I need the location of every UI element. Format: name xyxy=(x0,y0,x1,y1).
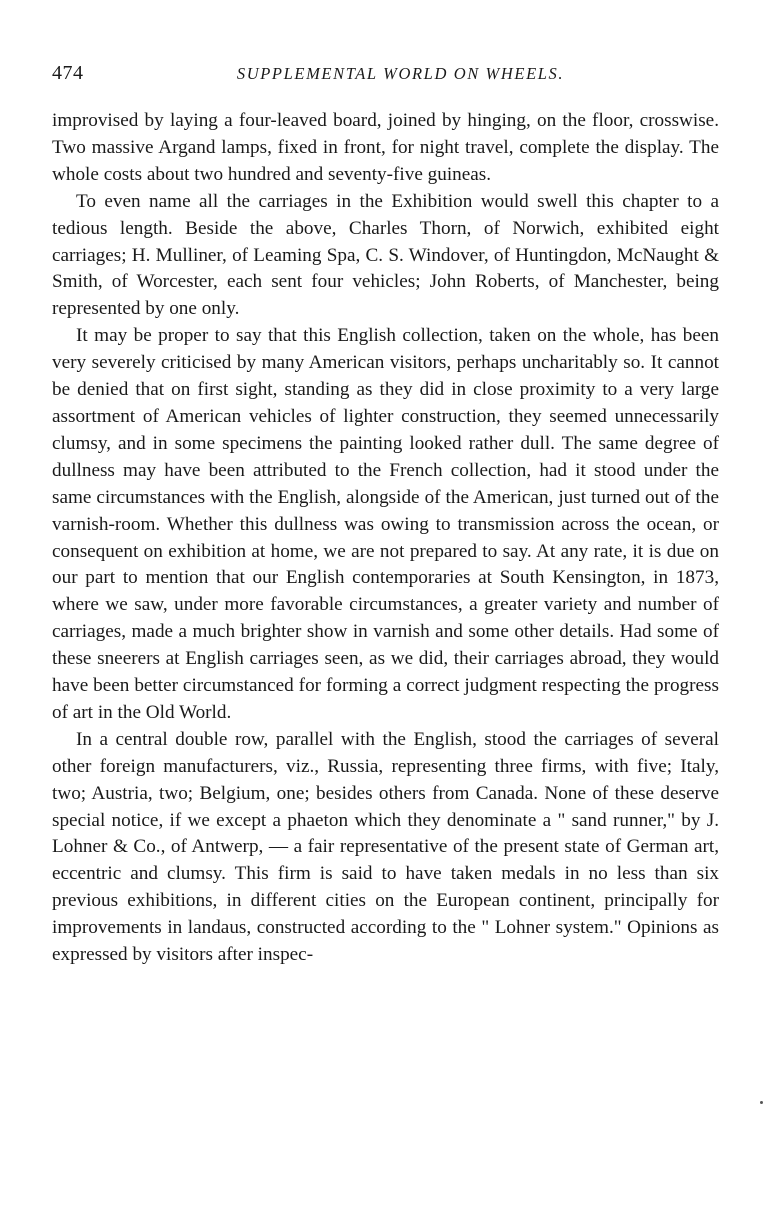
body-text xyxy=(52,108,719,969)
paragraph-foreign-manufacturers: In a central double row, parallel with the English, stood the carriages of several other foreign manufacturers, viz., Russia, representing three firms, with five; Italy, two; Austria, two; Belgium, one; besides others from Canada. None of these deserve special notice, if we except a phaeton which they denominate a " sand runner," by J. Lohner & Co., of Antwerp, — a fair representative of the present state of German art, eccentric and clumsy. This firm is said to have taken medals in no less than six previous exhibitions, in different cities on the European continent, principally for improvements in landaus, constructed according to the " Lohner system." Opinions as expressed by visitors after inspec- xyxy=(52,728,719,966)
paragraph-english-collection: It may be proper to say that this English collection, taken on the whole, has been very severely criticised by many American visitors, perhaps uncharitably so. It cannot be denied that on first sight, standing as they did in close proximity to a very large assortment of American vehicles of lighter construction, they seemed unnecessarily clumsy, and in some specimens the painting looked rather dull. The same degree of dullness may have been attributed to the French collection, had it stood under the same circumstances with the English, alongside of the American, just turned out of the varnish-room. Whether this dullness was owing to transmission across the ocean, or consequent on exhibition at home, we are not prepared to say. At any rate, it is due on our part to mention that our English contemporaries at South Kensington, in 1873, where we saw, under more favorable circumstances, a greater variety and number of carriages, made a much brighter show in varnish and some other details. Had some of these sneerers at English carriages seen, as we did, their carriages abroad, they would have been better circumstanced for forming a correct judgment respecting the progress of art in the Old World. xyxy=(52,325,719,723)
page-number: 474 xyxy=(52,62,84,84)
paragraph-continued: improvised by laying a four-leaved board, joined by hinging, on the floor, crosswise. Two massive Argand lamps, fixed in front, for night travel, complete the display. The whole costs about two hundred and seventy-five guineas. xyxy=(52,110,719,185)
paragraph-carriage-list: To even name all the carriages in the Exhibition would swell this chapter to a tedious length. Beside the above, Charles Thorn, of Norwich, exhibited eight carriages; H. Mulliner, of Leaming Spa, C. S. Windover, of Huntingdon, McNaught & Smith, of Worcester, each sent four vehicles; John Roberts, of Manchester, being represented by one only. xyxy=(52,190,719,320)
running-title: SUPPLEMENTAL WORLD ON WHEELS. xyxy=(236,64,565,83)
scan-speck xyxy=(760,1101,763,1104)
book-page xyxy=(52,62,719,969)
running-head xyxy=(52,62,719,90)
